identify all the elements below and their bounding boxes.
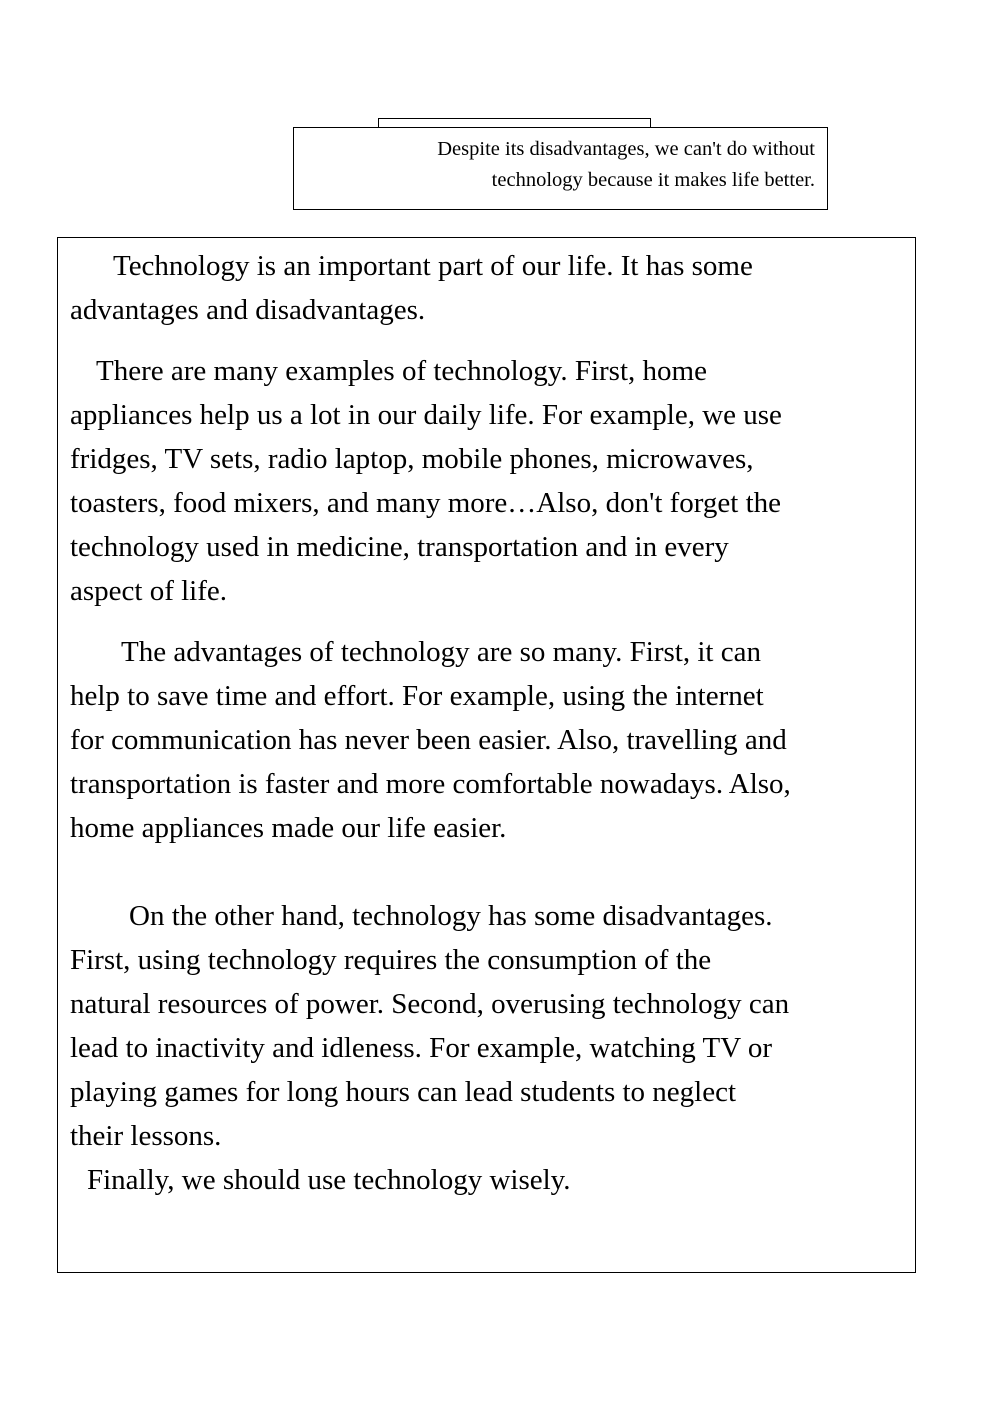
essay-examples-line: aspect of life. (70, 575, 228, 607)
essay-disadvantages-line: their lessons. (70, 1120, 222, 1152)
essay-conclusion-line: Finally, we should use technology wisely. (87, 1164, 571, 1196)
thesis-line: Despite its disadvantages, we can't do without (437, 138, 815, 160)
thesis-statement-box (293, 127, 828, 210)
essay-examples-line: toasters, food mixers, and many more…Also, don't forget the (70, 487, 782, 519)
essay-intro-line: Technology is an important part of our life. It has some (113, 250, 753, 282)
essay-examples-line: appliances help us a lot in our daily life. For example, we use (70, 399, 782, 431)
essay-examples-line: technology used in medicine, transportation and in every (70, 531, 729, 563)
essay-disadvantages-line: playing games for long hours can lead students to neglect (70, 1076, 737, 1108)
essay-disadvantages-line: natural resources of power. Second, overusing technology can (70, 988, 790, 1020)
essay-disadvantages-line: lead to inactivity and idleness. For example, watching TV or (70, 1032, 773, 1064)
essay-advantages-line: home appliances made our life easier. (70, 812, 507, 844)
essay-disadvantages-line: On the other hand, technology has some disadvantages. (129, 900, 773, 932)
essay-advantages-line: for communication has never been easier. Also, travelling and (70, 724, 787, 756)
essay-advantages-line: help to save time and effort. For example, using the internet (70, 680, 764, 712)
essay-advantages-line: The advantages of technology are so many. First, it can (121, 636, 761, 668)
essay-examples-line: There are many examples of technology. First, home (96, 355, 707, 387)
essay-intro-line: advantages and disadvantages. (70, 294, 426, 326)
essay-box (57, 237, 916, 1273)
essay-advantages-line: transportation is faster and more comfortable nowadays. Also, (70, 768, 791, 800)
thesis-line: technology because it makes life better. (491, 169, 815, 191)
essay-examples-line: fridges, TV sets, radio laptop, mobile phones, microwaves, (70, 443, 754, 475)
essay-disadvantages-line: First, using technology requires the consumption of the (70, 944, 712, 976)
